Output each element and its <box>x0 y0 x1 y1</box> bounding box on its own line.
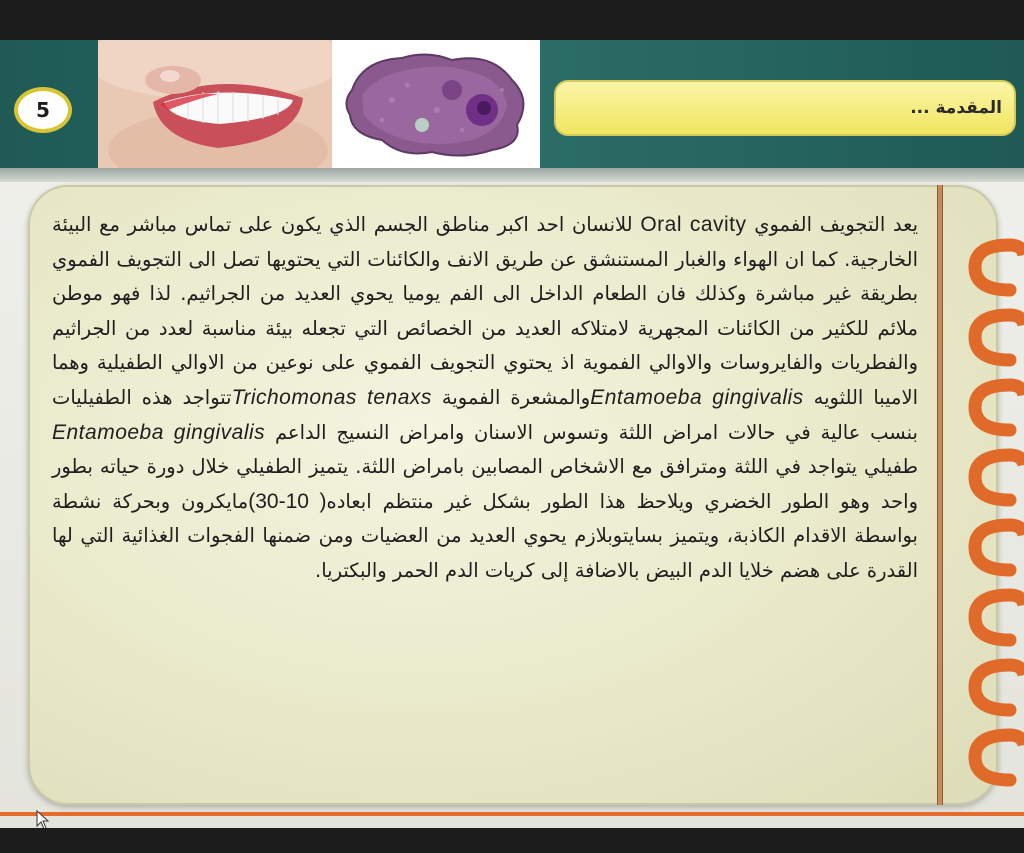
mouse-pointer-icon <box>36 810 50 828</box>
text-segment: والمشعرة الفموية <box>441 385 591 409</box>
gum-disease-photo <box>98 40 332 168</box>
text-segment: تتواجد هذه الطفيليات بنسب عالية في حالات امراض اللثة وتسوس الاسنان وامراض النسيج الداعم <box>52 385 918 444</box>
term-entamoeba-2: Entamoeba gingivalis <box>52 420 266 444</box>
mouth-image-icon <box>98 40 332 168</box>
page-number: 5 <box>36 98 50 122</box>
top-letterbox <box>0 0 1024 40</box>
notebook-rings <box>950 215 1024 815</box>
notebook-ring-icon <box>975 595 1024 640</box>
slide-title-bar <box>554 80 1016 136</box>
notebook-ring-icon <box>975 665 1024 710</box>
amoeba-micrograph <box>332 40 540 168</box>
term-trichomonas: Trichomonas tenaxs <box>231 385 432 409</box>
slide-title: المقدمة ... <box>910 98 1002 118</box>
presentation-slide <box>0 40 1024 828</box>
notebook-ring-icon <box>975 245 1024 290</box>
notebook-ring-icon <box>975 315 1024 360</box>
text-segment: يعد التجويف الفموي <box>754 213 919 236</box>
bottom-letterbox <box>0 828 1024 853</box>
footer-rule <box>0 812 1024 816</box>
notebook-ring-icon <box>975 735 1024 780</box>
notebook-ring-icon <box>975 455 1024 500</box>
notebook-spine <box>937 185 943 805</box>
term-entamoeba: Entamoeba gingivalis <box>590 385 804 409</box>
term-oral-cavity: Oral cavity <box>640 213 747 236</box>
page-number-badge <box>14 87 72 133</box>
header-shadow <box>0 168 1024 182</box>
text-segment: للانسان احد اكبر مناطق الجسم الذي يكون على تماس مباشر مع البيئة الخارجية. كما ان الهواء والغبار المستنشق عن طريق الانف والكائنات التي يحتويها تصل الى التجويف الفموي بطريقة غير مباشرة وكذلك فان الطعام الداخل الى الفم يوميا يحوي العديد من الجراثيم. لذا فهو موطن ملائم للكثير من الكائنات المجهرية لامتلاكه العديد من الخصائص التي تجعله بيئة مناسبة لعدد من الجراثيم والفطريات والفايروسات والاوالي الفموية اذ يحتوي التجويف الفموي على نوعين من الاوالي الطفيلية وهما الاميبا اللثويه <box>52 213 919 409</box>
body-paragraph <box>52 208 918 589</box>
amoeba-image-icon <box>332 40 540 168</box>
text-segment: طفيلي يتواجد في اللثة ومترافق مع الاشخاص المصابين بامراض اللثة. يتميز الطفيلي خلال دورة حياته بطور واحد وهو الطور الخضري ويلاحظ هذا الطور بشكل غير منتظم ابعاده <box>52 455 919 513</box>
measurement-range: ( 10-30) <box>248 489 327 513</box>
notebook-ring-icon <box>975 385 1024 430</box>
notebook-ring-icon <box>975 525 1024 570</box>
text-segment: مايكرون وبحركة نشطة بواسطة الاقدام الكاذبة، ويتميز بسايتوبلازم يحوي العديد من العضيات ومن ضمنها الفجوات الغذائية التي لها القدرة على هضم خلايا الدم البيض بالاضافة إلى كريات الدم الحمر والبكتريا. <box>52 489 918 582</box>
